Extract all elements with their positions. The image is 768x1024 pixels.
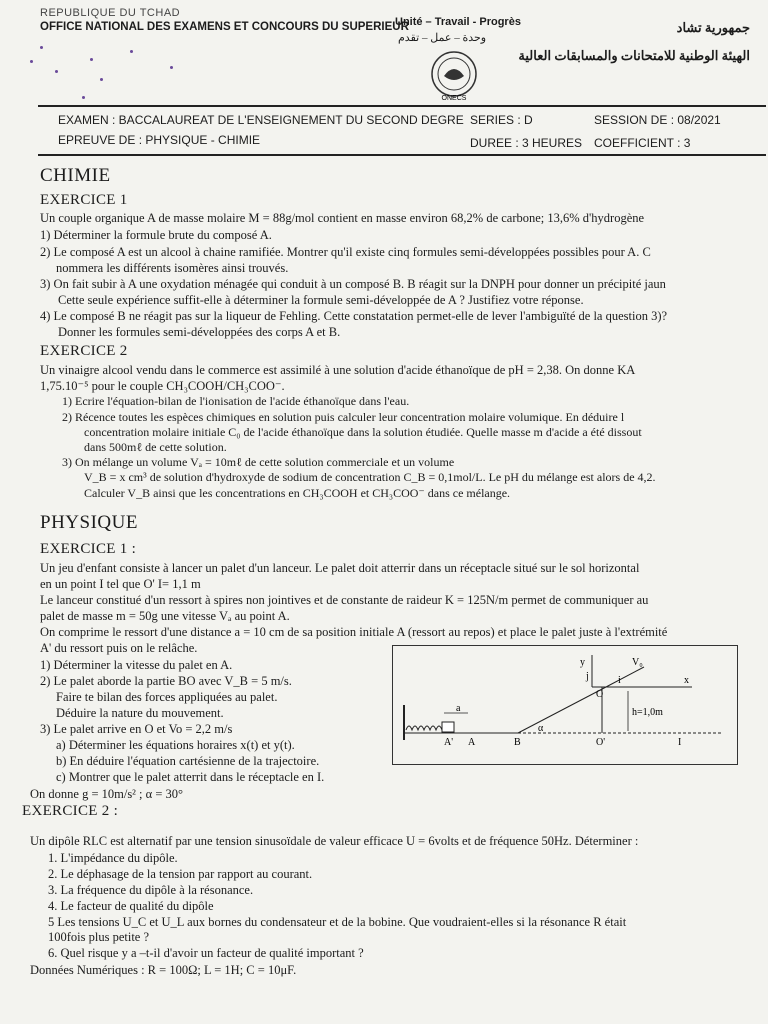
fig-label-h: h=1,0m xyxy=(632,707,663,718)
physique-ex1-q3: 3) Le palet arrive en O et Vo = 2,2 m/s xyxy=(40,722,233,736)
motto-french: Unité – Travail - Progrès xyxy=(395,16,521,28)
exam-series: SERIES : D xyxy=(470,113,533,127)
physique-ex1-l4: palet de masse m = 50g une vitesse Vₐ au point A. xyxy=(40,609,290,623)
chimie-ex2-ka: 1,75.10⁻⁵ pour le couple CH₃COOH/CH₃COO⁻. xyxy=(40,379,285,393)
exam-title: EXAMEN : BACCALAUREAT DE L'ENSEIGNEMENT DU SECOND DEGRE xyxy=(58,113,464,127)
physique-ex1-q1: 1) Déterminer la vitesse du palet en A. xyxy=(40,658,233,672)
chimie-ex2-intro: Un vinaigre alcool vendu dans le commerce est assimilé à une solution d'acide éthanoïque de pH = 2,38. On donne KA xyxy=(40,363,636,377)
incline xyxy=(518,687,606,733)
office-arabic: الهيئة الوطنية للامتحانات والمسابقات العالية xyxy=(518,48,750,63)
onecs-logo xyxy=(426,50,482,102)
exam-session: SESSION DE : 08/2021 xyxy=(594,113,721,127)
chimie-ex2-q3c: Calculer V_B ainsi que les concentrations en CH₃COOH et CH₃COO⁻ dans ce mélange. xyxy=(84,486,511,500)
physique-ex2-item-4: 4. Le facteur de qualité du dipôle xyxy=(48,899,214,913)
physique-ex2-donnees: Données Numériques : R = 100Ω; L = 1H; C = 10μF. xyxy=(30,963,297,977)
palet xyxy=(442,722,454,732)
header-left xyxy=(40,6,409,34)
physique-ex2-title: EXERCICE 2 : xyxy=(22,803,119,819)
chimie-ex1-intro: Un couple organique A de masse molaire M = 88g/mol contient en masse environ 68,2% de carbone; 13,6% d'hydrogène xyxy=(40,211,645,225)
fig-label-I: I xyxy=(678,737,682,748)
physique-ex1-q3a: a) Déterminer les équations horaires x(t) et y(t). xyxy=(56,738,295,752)
chimie-ex1-q3b: Cette seule expérience suffit-elle à déterminer la formule semi-développée de A ? Justifiez votre réponse. xyxy=(58,293,584,307)
physique-ex2-item-2: 2. Le déphasage de la tension par rapport au courant. xyxy=(48,867,313,881)
fig-label-B: B xyxy=(514,737,521,748)
physique-ex2-item-1: 1. L'impédance du dipôle. xyxy=(48,851,178,865)
chimie-ex1-title: EXERCICE 1 xyxy=(40,192,128,208)
exam-epreuve: EPREUVE DE : PHYSIQUE - CHIMIE xyxy=(58,133,261,147)
fig-label-A: A xyxy=(468,737,476,748)
physique-ex1-l1: Un jeu d'enfant consiste à lancer un palet d'un lanceur. Le palet doit atterrir dans un réceptacle situé sur le sol horizontal xyxy=(40,561,640,575)
fig-label-V0: V₀ xyxy=(632,657,643,668)
fig-label-x: x xyxy=(684,675,689,686)
motto-arabic: وحدة – عمل – تقدم xyxy=(398,32,487,44)
physique-ex2-item-3: 3. La fréquence du dipôle à la résonance. xyxy=(48,883,254,897)
fig-label-j: j xyxy=(586,671,589,682)
fig-label-a: a xyxy=(456,703,461,714)
physique-ex2-intro: Un dipôle RLC est alternatif par une tension sinusoïdale de valeur efficace U = 6volts et de fréquence 50Hz. Déterminer : xyxy=(30,834,639,848)
physique-ex1-q3b: b) En déduire l'équation cartésienne de la trajectoire. xyxy=(56,754,320,768)
physique-ex1-q2b: Déduire la nature du mouvement. xyxy=(56,706,224,720)
spring xyxy=(406,726,442,730)
launcher-figure xyxy=(392,645,738,765)
physique-ex1-donnees: On donne g = 10m/s² ; α = 30° xyxy=(30,787,184,801)
physique-title: PHYSIQUE xyxy=(40,512,138,533)
logo-text: ONECS xyxy=(441,95,467,102)
fig-label-alpha: α xyxy=(538,723,544,734)
physique-ex1-title: EXERCICE 1 : xyxy=(40,541,137,557)
fig-label-y: y xyxy=(580,657,585,668)
fig-label-i: i xyxy=(618,675,621,686)
chimie-ex1-q4b: Donner les formules semi-développées des corps A et B. xyxy=(58,325,341,339)
chimie-ex2-title: EXERCICE 2 xyxy=(40,343,128,359)
chimie-ex1-q4a: 4) Le composé B ne réagit pas sur la liqueur de Fehling. Cette constatation permet-elle de lever l'ambiguïté de la question 3)? xyxy=(40,309,668,323)
chimie-ex2-q2a: 2) Récence toutes les espèces chimiques en solution puis calculer leur concentration molaire volumique. En déduire l xyxy=(62,410,625,424)
chimie-ex2-q3b: V_B = x cm³ de solution d'hydroxyde de sodium de concentration C_B = 0,1mol/L. Le pH du mélange est alors de 4,2. xyxy=(84,470,656,484)
physique-ex1-l2: en un point I tel que O' I= 1,1 m xyxy=(40,577,201,591)
republic-arabic: جمهورية تشاد xyxy=(676,20,750,35)
chimie-ex1-q3a: 3) On fait subir à A une oxydation ménagée qui conduit à un composé B. B réagit sur la DNPH pour donner un précipité jaun xyxy=(40,277,666,291)
physique-ex1-l6: A' du ressort puis on le relâche. xyxy=(40,641,198,655)
chimie-ex2-q2c: dans 500mℓ de cette solution. xyxy=(84,440,227,454)
chimie-title: CHIMIE xyxy=(40,165,111,186)
v0-arrow xyxy=(606,667,644,687)
chimie-ex1-q1: 1) Déterminer la formule brute du composé A. xyxy=(40,228,272,242)
chimie-ex1-q2b: nommera les différents isomères ainsi trouvés. xyxy=(56,261,289,275)
physique-ex2-item-5b: 100fois plus petite ? xyxy=(48,930,150,944)
header-right-arabic xyxy=(518,14,750,70)
fig-label-O: O xyxy=(596,689,604,700)
office-label: OFFICE NATIONAL DES EXAMENS ET CONCOURS DU SUPERIEUR xyxy=(40,21,409,33)
republic-label: REPUBLIQUE DU TCHAD xyxy=(40,7,181,19)
chimie-ex2-q1: 1) Ecrire l'équation-bilan de l'ionisation de l'acide éthanoïque dans l'eau. xyxy=(62,394,410,408)
exam-coefficient: COEFFICIENT : 3 xyxy=(594,136,691,150)
physique-ex1-l5: On comprime le ressort d'une distance a = 10 cm de sa position initiale A (ressort au repos) et place le palet juste à l'extrémité xyxy=(40,625,668,639)
exam-duree: DUREE : 3 HEURES xyxy=(470,136,583,150)
physique-ex1-q2: 2) Le palet aborde la partie BO avec V_B = 5 m/s. xyxy=(40,674,292,688)
chimie-ex2-q2b: concentration molaire initiale C₀ de l'acide éthanoïque dans la solution étudiée. Quelle masse m d'acide a été dissout xyxy=(84,425,642,439)
physique-ex1-q2a: Faire te bilan des forces appliquées au palet. xyxy=(56,690,278,704)
physique-ex1-q3c: c) Montrer que le palet atterrit dans le réceptacle en I. xyxy=(56,770,325,784)
physique-ex2-item-6: 6. Quel risque y a –t-il d'avoir un facteur de qualité important ? xyxy=(48,946,364,960)
physique-ex2-item-5: 5 Les tensions U_C et U_L aux bornes du condensateur et de la bobine. Que voudraient-elles si la résonance R était xyxy=(48,915,627,929)
fig-label-A-prime: A' xyxy=(444,737,454,748)
fig-label-O-prime: O' xyxy=(596,737,606,748)
chimie-ex1-q2a: 2) Le composé A est un alcool à chaine ramifiée. Montrer qu'il existe cinq formules semi-développées possibles pour A. C xyxy=(40,245,651,259)
physique-ex1-l3: Le lanceur constitué d'un ressort à spires non jointives et de constante de raideur K = 125N/m permet de communiquer au xyxy=(40,593,649,607)
chimie-ex2-q3a: 3) On mélange un volume Vₐ = 10mℓ de cette solution commerciale et un volume xyxy=(62,455,455,469)
